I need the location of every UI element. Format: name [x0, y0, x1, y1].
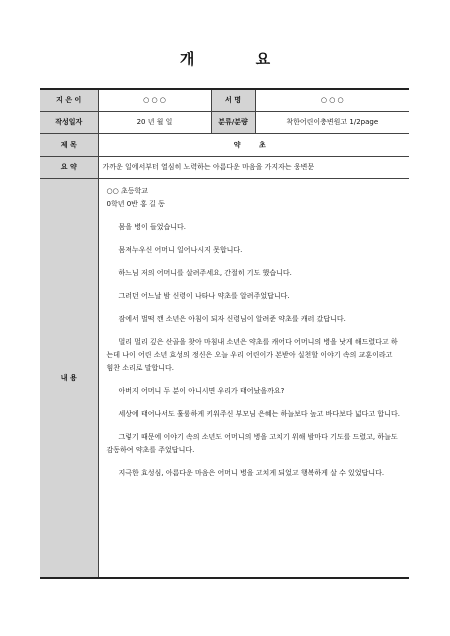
author-label: 지 은 이 — [40, 89, 98, 111]
author-value: ○ ○ ○ — [98, 89, 211, 111]
date-row — [40, 111, 409, 133]
content-paragraph: 그렇기 때문에 이야기 속의 소년도 어머니의 병을 고치기 위해 밤마다 기도를 드렸고, 하늘도 감동하여 약초를 주었답니다. — [106, 432, 398, 454]
content-row — [40, 178, 409, 578]
page-title: 개 요 — [179, 50, 299, 68]
date-label: 작성일자 — [40, 111, 98, 133]
author-row — [40, 89, 409, 111]
student-name: 0학년 0반 홍 길 동 — [106, 199, 165, 208]
subject-value: 약 초 — [98, 133, 409, 156]
summary-value: 가까운 일에서부터 열심히 노력하는 아름다운 마음을 가지자는 웅변문 — [98, 156, 409, 178]
content-paragraph: 멀리 멀리 깊은 산골을 찾아 마침내 소년은 약초를 캐어다 어머니의 병을 낫게 해드렸다고 하는데 나이 어린 소년 효성의 정신은 오늘 우리 어린이가 본받아 실천할 이야기 속의 교훈이라고 힘찬 소리로 말합니다. — [106, 337, 398, 372]
content-paragraph: 지극한 효성심, 아름다운 마음은 어머니 병을 고치게 되었고 행복하게 살 수 있었답니다. — [118, 468, 385, 477]
overview-form — [40, 88, 409, 579]
summary-label: 요 약 — [40, 156, 98, 178]
book-name-label: 서 명 — [211, 89, 255, 111]
content-paragraph: 세상에 태어나서도 훌륭하게 키워주신 부모님 은혜는 하늘보다 높고 바다보다 넓다고 합니다. — [118, 409, 400, 418]
content-label: 내 용 — [40, 178, 98, 578]
content-paragraph: 잠에서 벌떡 깬 소년은 아침이 되자 신령님이 알려준 약초를 캐러 갔답니다. — [118, 314, 346, 323]
content-paragraph: 몸을 병이 들었습니다. — [118, 222, 187, 231]
subject-row — [40, 133, 409, 156]
school-name: ○○ 초등학교 — [106, 186, 148, 195]
summary-row — [40, 156, 409, 178]
category-label: 분류/분량 — [211, 111, 255, 133]
subject-label: 제 목 — [40, 133, 98, 156]
content-paragraph: 몸져누우신 어머니 일어나시지 못합니다. — [118, 245, 243, 254]
book-name-value: ○ ○ ○ — [255, 89, 409, 111]
content-paragraph: 아버지 어머니 두 분이 아니시면 우리가 태어났을까요? — [118, 386, 285, 395]
content-paragraph: 그러던 어느날 밤 신령이 나타나 약초를 알려주었답니다. — [118, 291, 290, 300]
category-value: 착한어린이충변원고 1/2page — [255, 111, 409, 133]
content-body — [98, 178, 409, 578]
date-value: 20 년 월 일 — [98, 111, 211, 133]
content-paragraph: 하느님 저의 어머니를 살려주세요, 간절히 기도 했습니다. — [118, 268, 292, 277]
